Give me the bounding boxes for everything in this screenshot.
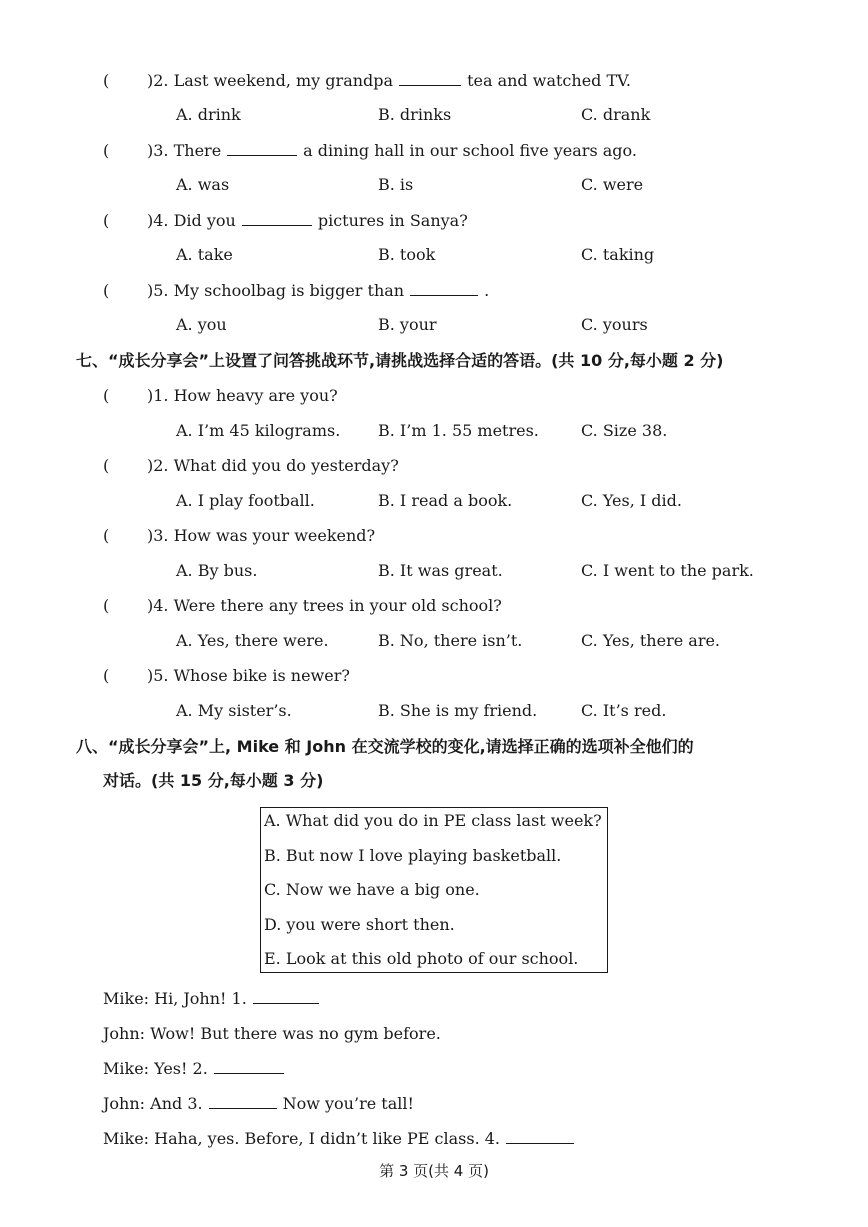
box-option-c: C. Now we have a big one. [264,880,480,899]
dialogue-line-5: Mike: Haha, yes. Before, I didn’t like PE class. 4. [103,1128,580,1150]
option-a[interactable]: A. I’m 45 kilograms. [176,421,341,440]
option-c[interactable]: C. Yes, I did. [581,491,682,510]
option-a[interactable]: A. By bus. [176,561,258,580]
option-b[interactable]: B. I read a book. [378,491,513,510]
question-6-3: ( )3. There a dining hall in our school five years ago. [103,141,637,160]
question-7-2: ( )2. What did you do yesterday? [103,456,399,475]
option-c[interactable]: C. It’s red. [581,701,667,720]
section-7-heading: 七、“成长分享会”上设置了问答挑战环节,请挑战选择合适的答语。(共 10 分,每小题 2 分) [76,351,724,370]
question-7-4: ( )4. Were there any trees in your old school? [103,596,502,615]
question-6-4: ( )4. Did you pictures in Sanya? [103,211,468,230]
answer-paren: ( [103,526,110,545]
option-b[interactable]: B. She is my friend. [378,701,538,720]
box-option-d: D. you were short then. [264,915,455,934]
options-box [260,807,608,973]
option-c[interactable]: C. yours [581,315,648,334]
page-footer: 第 3 页(共 4 页) [379,1162,489,1180]
question-7-1: ( )1. How heavy are you? [103,386,338,405]
option-b[interactable]: B. took [378,245,436,264]
option-c[interactable]: C. taking [581,245,655,264]
box-option-b: B. But now I love playing basketball. [264,846,562,865]
answer-paren: ( [103,71,110,90]
answer-blank[interactable] [209,1094,277,1109]
option-c[interactable]: C. were [581,175,644,194]
option-b[interactable]: B. your [378,315,437,334]
option-b[interactable]: B. drinks [378,105,452,124]
box-option-e: E. Look at this old photo of our school. [264,949,579,968]
option-a[interactable]: A. was [176,175,230,194]
question-6-5: ( )5. My schoolbag is bigger than . [103,281,490,300]
option-a[interactable]: A. drink [176,105,241,124]
option-a[interactable]: A. My sister’s. [176,701,292,720]
answer-blank[interactable] [214,1059,284,1074]
option-c[interactable]: C. I went to the park. [581,561,754,580]
option-c[interactable]: C. Yes, there are. [581,631,721,650]
answer-blank[interactable] [227,141,297,156]
answer-paren: ( [103,281,110,300]
answer-paren: ( [103,211,110,230]
answer-paren: ( [103,456,110,475]
answer-blank[interactable] [399,71,461,86]
answer-paren: ( [103,386,110,405]
option-c[interactable]: C. drank [581,105,651,124]
dialogue-line-3: Mike: Yes! 2. [103,1058,290,1080]
dialogue-line-2: John: Wow! But there was no gym before. [103,1024,441,1043]
answer-blank[interactable] [506,1129,574,1144]
option-b[interactable]: B. I’m 1. 55 metres. [378,421,539,440]
question-7-5: ( )5. Whose bike is newer? [103,666,350,685]
section-8-heading-cont: 对话。(共 15 分,每小题 3 分) [103,771,324,790]
question-7-3: ( )3. How was your weekend? [103,526,376,545]
option-a[interactable]: A. Yes, there were. [176,631,329,650]
box-option-a: A. What did you do in PE class last week? [264,811,602,830]
option-b[interactable]: B. is [378,175,414,194]
option-c[interactable]: C. Size 38. [581,421,668,440]
option-b[interactable]: B. It was great. [378,561,503,580]
option-a[interactable]: A. I play football. [176,491,315,510]
option-a[interactable]: A. you [176,315,227,334]
answer-paren: ( [103,666,110,685]
answer-blank[interactable] [242,211,312,226]
answer-paren: ( [103,596,110,615]
answer-paren: ( [103,141,110,160]
question-6-2: ( )2. Last weekend, my grandpa tea and watched TV. [103,71,631,90]
answer-blank[interactable] [410,281,478,296]
answer-blank[interactable] [253,989,319,1004]
dialogue-line-1: Mike: Hi, John! 1. [103,988,325,1010]
dialogue-line-4: John: And 3. Now you’re tall! [103,1094,414,1113]
option-a[interactable]: A. take [176,245,233,264]
section-8-heading: 八、“成长分享会”上, Mike 和 John 在交流学校的变化,请选择正确的选项补全他们的 [76,737,694,756]
option-b[interactable]: B. No, there isn’t. [378,631,523,650]
